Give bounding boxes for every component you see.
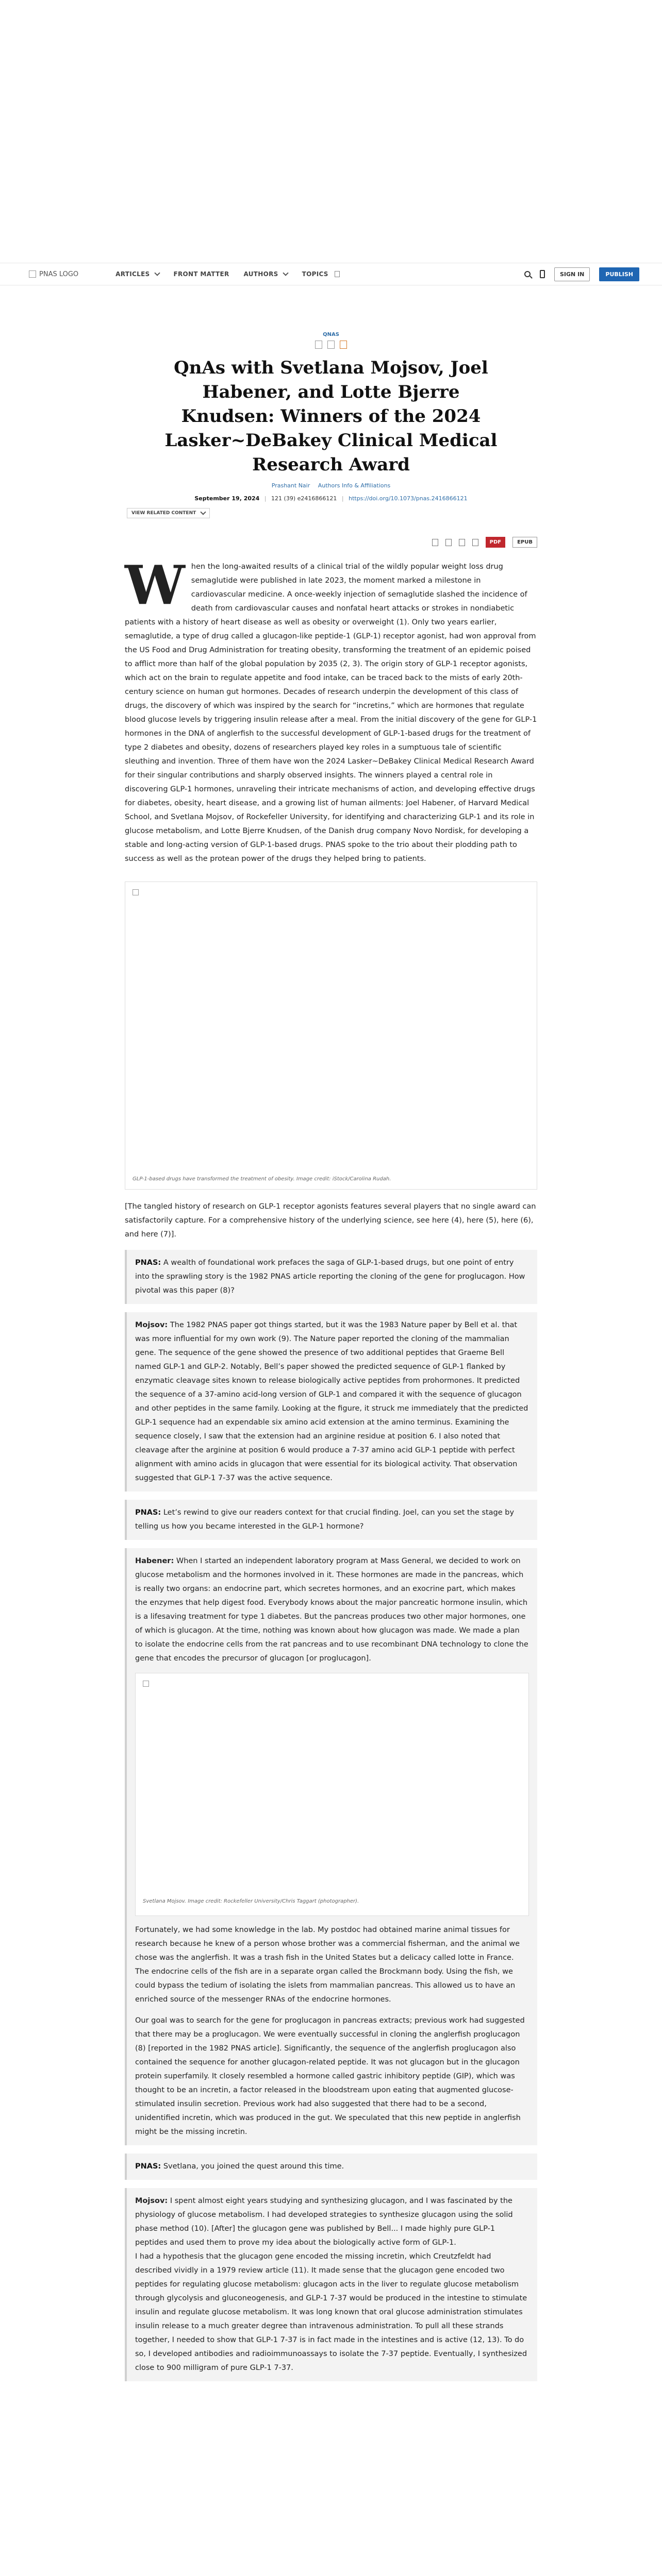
article-category[interactable]: QNAS bbox=[323, 332, 339, 337]
nav-topics[interactable] bbox=[302, 270, 340, 278]
speaker-label: Habener: bbox=[135, 1557, 174, 1565]
sign-in-button[interactable]: SIGN IN bbox=[554, 267, 590, 281]
publication-info bbox=[125, 495, 537, 502]
citation: 121 (39) e2416866121 bbox=[271, 495, 337, 502]
badge-icons bbox=[125, 341, 537, 349]
answer-text: I spent almost eight years studying and synthesizing glucagon, and I was fascinated by the physiology of glucose metabolism. I had developed strategies to synthesize glucagon using the solid phase method (10). [After] the glucagon gene was published by Bell... I made highly pure GLP-1 peptides and used them to prove my idea about the biologically active form of GLP-1. bbox=[135, 2197, 513, 2247]
access-icon bbox=[340, 341, 347, 349]
speaker-label: PNAS: bbox=[135, 2162, 161, 2171]
article-title: QnAs with Svetlana Mojsov, Joel Habener, and Lotte Bjerre Knudsen: Winners of the 2024 Lasker~DeBakey Clinical Medical Research Award bbox=[164, 358, 498, 475]
author-line bbox=[125, 482, 537, 489]
speaker-label: Mojsov: bbox=[135, 2197, 168, 2205]
related-label: VIEW RELATED CONTENT bbox=[131, 511, 196, 516]
question-block bbox=[125, 1500, 537, 1540]
cite-icon[interactable] bbox=[432, 539, 438, 546]
chevron-down-icon bbox=[154, 270, 160, 276]
article bbox=[125, 332, 537, 2381]
answer-text: When I started an independent laboratory program at Mass General, we decided to work on glucose metabolism and the hormones involved in it. These hormones are made in the pancreas, which is really two organs: an endocrine part, which secretes hormones, and an exocrine part, which makes the enzymes that help digest food. Everybody knows about the major pancreatic hormone insulin, which is a lifesaving treatment for type 1 diabetes. But the pancreas produces two other major hormones, one of which is glucagon. At the time, nothing was known about how glucagon was made. We made a plan to isolate the endocrine cells from the rat pancreas and to use recombinant DNA technology to clone the gene that encodes the precursor of glucagon [or proglucagon]. bbox=[135, 1557, 528, 1663]
publication-date: September 19, 2024 bbox=[194, 495, 260, 502]
author-info-link[interactable]: Authors Info & Affiliations bbox=[318, 482, 391, 489]
main-nav bbox=[115, 270, 340, 278]
lead-paragraph bbox=[125, 553, 537, 866]
chevron-down-icon bbox=[283, 270, 288, 276]
figure-caption: Svetlana Mojsov. Image credit: Rockefeller University/Chris Taggart (photographer). bbox=[143, 1899, 359, 1904]
question-block bbox=[125, 2154, 537, 2180]
question-text: A wealth of foundational work prefaces the saga of GLP-1-based drugs, but one point of entry into the sprawling story is the 1982 PNAS article reporting the cloning of the gene for proglucagon. How pivotal was this paper (8)? bbox=[135, 1259, 525, 1295]
answer-text: I had a hypothesis that the glucagon gene encoded the missing incretin, which Creutzfeldt had described vividly in a 1979 review article (11). It made sense that the glucagon gene encoded two peptides for regulating glucose metabolism: glucagon acts in the liver to regulate glucose metabolism through glycolysis and gluconeogenesis, and GLP-1 7-37 would be produced in the intestine to stimulate insulin and regulate glucose metabolism. It was long known that oral glucose administration stimulates insulin release to a much greater degree than intravenous administration. To pull all these strands together, I needed to show that GLP-1 7-37 is in fact made in the intestines and is active (12, 13). To do so, I developed antibodies and radioimmunoassays to isolate the 7-37 peptide. Eventually, I synthesized close to 900 milligram of pure GLP-1 7-37. bbox=[135, 2252, 527, 2372]
separator: | bbox=[341, 495, 344, 502]
answer-text: The 1982 PNAS paper got things started, but it was the 1983 Nature paper by Bell et al. that was more influential for my own work (9). The Nature paper reported the cloning of the mammalian gene. The sequence of the gene showed the presence of two additional peptides that Graeme Bell named GLP-1 and GLP-2. Notably, Bell’s paper showed the predicted sequence of GLP-1 flanked by enzymatic cleavage sites known to release biologically active peptides from prohormones. It predicted the sequence of a 37-amino acid-long version of GLP-1 and compared it with the sequence of glucagon and other peptides in the same family. Looking at the figure, it struck me immediately that the predicted GLP-1 sequence had an expendable six amino acid extension at the amino terminus. Examining the sequence closely, I saw that the extension had an arginine residue at position 6. I also noted that cleavage after the arginine at position 6 would produce a 7-37 amino acid GLP-1 peptide with perfect alignment with amino acids in glucagon that were essential for its biological activity. That observation suggested that GLP-1 7-37 was the active sequence. bbox=[135, 1321, 528, 1482]
nav-articles-label: ARTICLES bbox=[115, 270, 150, 278]
pdf-button[interactable]: PDF bbox=[486, 537, 505, 548]
top-blank-area bbox=[0, 0, 662, 263]
nav-articles[interactable] bbox=[115, 270, 159, 278]
share-icon[interactable] bbox=[445, 539, 452, 546]
publish-button[interactable]: PUBLISH bbox=[599, 267, 639, 281]
logo-image-icon bbox=[29, 270, 36, 278]
question-block bbox=[125, 1250, 537, 1304]
permissions-icon[interactable] bbox=[472, 539, 478, 546]
separator: | bbox=[264, 495, 267, 502]
logo-text: PNAS LOGO bbox=[39, 270, 79, 278]
answer-text: Our goal was to search for the gene for proglucagon in pancreas extracts; previous work had suggested that there may be a proglucagon. We were eventually successful in cloning the anglerfish proglucagon (8) [reported in the 1982 PNAS article]. Significantly, the sequence of the anglerfish proglucagon also contained the sequence for another glucagon-related peptide. It was not glucagon but in the glucagon protein superfamily. It closely resembled a hormone called gastric inhibitory peptide (GIP), which was thought to be an incretin, a factor released in the bloodstream upon eating that augmented glucose-stimulated insulin secretion. Previous work had also suggested that there had to be a second, unidentified incretin, which was produced in the gut. We speculated that this new peptide in anglerfish might be the missing incretin. bbox=[135, 2016, 525, 2136]
topics-icon bbox=[335, 271, 340, 277]
author-link[interactable]: Prashant Nair bbox=[271, 482, 310, 489]
speaker-label: PNAS: bbox=[135, 1509, 161, 1517]
doi-link[interactable]: https://doi.org/10.1073/pnas.2416866121 bbox=[349, 495, 468, 502]
drop-cap: W bbox=[125, 553, 185, 617]
article-toolbar bbox=[125, 537, 537, 548]
site-header bbox=[0, 263, 662, 285]
editor-note: [The tangled history of research on GLP-1 receptor agonists features several players that no single award can satisfactorily capture. For a comprehensive history of the underlying science, see here (4), here (5), here (6), and here (7)]. bbox=[125, 1202, 536, 1239]
badge-icon bbox=[327, 341, 335, 349]
figure-mojsov[interactable] bbox=[135, 1673, 529, 1916]
bookmark-icon[interactable] bbox=[459, 539, 465, 546]
site-logo[interactable] bbox=[29, 270, 78, 278]
nav-authors[interactable] bbox=[244, 270, 288, 278]
header-actions bbox=[524, 267, 639, 281]
lead-text: hen the long-awaited results of a clinical trial of the wildly popular weight loss drug semaglutide were published in late 2023, the moment marked a milestone in cardiovascular medicine. A once-weekly injection of semaglutide slashed the incidence of death from cardiovascular causes and nonfatal heart attacks or strokes in nondiabetic patients with a history of heart disease as well as obesity or overweight (1). Only two years earlier, semaglutide, a type of drug called a glucagon-like peptide-1 (GLP-1) receptor agonist, had won approval from the US Food and Drug Administration for treating obesity, transforming the treatment of an epidemic poised to afflict more than half of the global population by 2035 (2, 3). The origin story of GLP-1 receptor agonists, which act on the brain to regulate appetite and food intake, can be traced back to the mists of early 20th-century science on human gut hormones. Decades of research underpin the development of this class of drugs, the discovery of which was inspired by the search for “incretins,” which are hormones that regulate blood glucose levels by triggering insulin release after a meal. From the initial discovery of the gene for GLP-1 hormones in the DNA of anglerfish to the successful development of GLP-1-based drugs for the treatment of type 2 diabetes and obesity, dozens of researchers played key roles in a sumptuous tale of scientific sleuthing and invention. Three of them have won the 2024 Lasker~DeBakey Clinical Medical Research Award for their singular contributions and sharply observed insights. The winners played a central role in discovering GLP-1 hormones, unraveling their intricate mechanisms of action, and developing effective drugs for diabetes, obesity, heart disease, and a growing list of human ailments: Joel Habener, of Harvard Medical School, and Svetlana Mojsov, of Rockefeller University, for identifying and characterizing GLP-1 and its role in glucose metabolism, and Lotte Bjerre Knudsen, of the Danish drug company Novo Nordisk, for developing a stable and long-acting version of GLP-1-based drugs. PNAS spoke to the trio about their plodding path to success as well as the protean power of the drugs they helped bring to patients. bbox=[125, 563, 537, 863]
nav-topics-label: TOPICS bbox=[302, 270, 328, 278]
question-text: Svetlana, you joined the quest around this time. bbox=[163, 2162, 344, 2171]
figure-caption: GLP-1-based drugs have transformed the treatment of obesity. Image credit: iStock/Carolina Rudah. bbox=[133, 1176, 391, 1182]
speaker-label: Mojsov: bbox=[135, 1321, 168, 1329]
question-text: Let’s rewind to give our readers context for that crucial finding. Joel, can you set the stage by telling us how you became interested in the GLP-1 hormone? bbox=[135, 1509, 515, 1531]
broken-image-icon bbox=[133, 889, 139, 895]
nav-front-matter-label: FRONT MATTER bbox=[173, 270, 229, 278]
nav-authors-label: AUTHORS bbox=[243, 270, 278, 278]
chevron-down-icon bbox=[201, 509, 206, 515]
search-icon[interactable] bbox=[524, 271, 531, 277]
badge-icon bbox=[315, 341, 322, 349]
speaker-label: PNAS: bbox=[135, 1259, 161, 1267]
answer-text: Fortunately, we had some knowledge in the lab. My postdoc had obtained marine animal tissues for research because he knew of a person whose brother was a commercial fisherman, and the animal we chose was the anglerfish. It was a trash fish in the United States but a delicacy called lotte in France. The endocrine cells of the fish are in a separate organ called the Brockmann body. Using the fish, we could bypass the tedium of isolating the islets from mammalian pancreas. This allowed us to have an enriched source of the messenger RNAs of the endocrine hormones. bbox=[135, 1926, 520, 2004]
cart-icon[interactable] bbox=[540, 270, 545, 278]
figure-obesity[interactable] bbox=[125, 882, 537, 1190]
answer-block bbox=[125, 1312, 537, 1492]
epub-button[interactable]: EPUB bbox=[512, 537, 537, 548]
view-related-content-button[interactable] bbox=[127, 508, 210, 518]
broken-image-icon bbox=[143, 1681, 149, 1687]
nav-front-matter[interactable] bbox=[174, 270, 229, 278]
answer-block bbox=[125, 2188, 537, 2381]
answer-block bbox=[125, 1548, 537, 2145]
